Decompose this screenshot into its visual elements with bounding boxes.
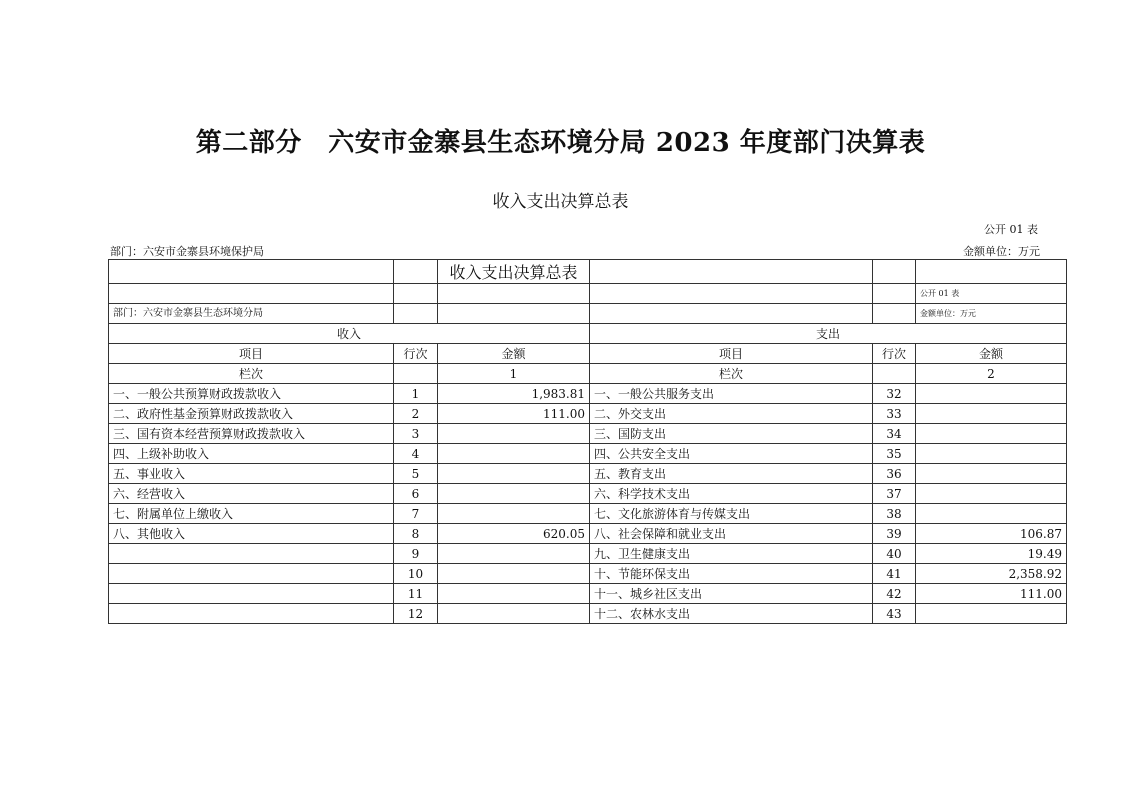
expense-item: 三、国防支出: [590, 424, 873, 444]
expense-amount: [916, 384, 1067, 404]
income-item: 四、上级补助收入: [109, 444, 394, 464]
income-line-no: 4: [394, 444, 438, 464]
table-row: [109, 584, 1067, 604]
income-item: [109, 544, 394, 564]
expense-item: 七、文化旅游体育与传媒支出: [590, 504, 873, 524]
table-row: [109, 504, 1067, 524]
expense-item: 二、外交支出: [590, 404, 873, 424]
table-row: [109, 384, 1067, 404]
expense-line-no: 36: [873, 464, 916, 484]
col-item-header-right: 项目: [590, 344, 873, 364]
expense-amount: [916, 444, 1067, 464]
income-amount: [438, 544, 590, 564]
expense-line-no: 39: [873, 524, 916, 544]
income-line-no: 12: [394, 604, 438, 624]
income-line-no: 6: [394, 484, 438, 504]
income-line-no: 11: [394, 584, 438, 604]
expense-amount: [916, 424, 1067, 444]
expense-line-no: 34: [873, 424, 916, 444]
expense-line-no: 38: [873, 504, 916, 524]
lanci-left: 栏次: [109, 364, 394, 384]
expense-line-no: 40: [873, 544, 916, 564]
lanci-left-num: 1: [438, 364, 590, 384]
table-row: [109, 484, 1067, 504]
income-item: 三、国有资本经营预算财政拨款收入: [109, 424, 394, 444]
expense-amount: [916, 604, 1067, 624]
income-amount: [438, 464, 590, 484]
inner-dept-row: [109, 304, 1067, 324]
expense-item: 十、节能环保支出: [590, 564, 873, 584]
expense-amount: 111.00: [916, 584, 1067, 604]
expense-amount: 106.87: [916, 524, 1067, 544]
expense-amount: [916, 464, 1067, 484]
table-row: [109, 464, 1067, 484]
expense-item: 一、一般公共服务支出: [590, 384, 873, 404]
income-item: [109, 564, 394, 584]
income-amount: 111.00: [438, 404, 590, 424]
income-amount: 620.05: [438, 524, 590, 544]
expense-item: 八、社会保障和就业支出: [590, 524, 873, 544]
table-code: 公开 01 表: [984, 223, 1038, 236]
income-line-no: 8: [394, 524, 438, 544]
inner-department: 部门：六安市金寨县生态环境分局: [109, 304, 394, 324]
table-row: [109, 404, 1067, 424]
expense-item: 九、卫生健康支出: [590, 544, 873, 564]
expense-line-no: 41: [873, 564, 916, 584]
table-row: [109, 424, 1067, 444]
income-line-no: 1: [394, 384, 438, 404]
income-amount: [438, 444, 590, 464]
col-amount-header-right: 金额: [916, 344, 1067, 364]
inner-code: 公开 01 表: [916, 284, 1067, 304]
table-row: [109, 564, 1067, 584]
income-line-no: 5: [394, 464, 438, 484]
income-line-no: 3: [394, 424, 438, 444]
income-item: [109, 604, 394, 624]
unit-label: 金额单位：万元: [963, 245, 1040, 258]
income-item: 一、一般公共预算财政拨款收入: [109, 384, 394, 404]
income-line-no: 9: [394, 544, 438, 564]
table-row: [109, 524, 1067, 544]
income-amount: [438, 584, 590, 604]
income-amount: 1,983.81: [438, 384, 590, 404]
income-amount: [438, 484, 590, 504]
budget-table: [108, 259, 1067, 624]
income-item: 八、其他收入: [109, 524, 394, 544]
inner-title: 收入支出决算总表: [438, 260, 590, 284]
col-item-header: 项目: [109, 344, 394, 364]
expense-line-no: 42: [873, 584, 916, 604]
income-item: [109, 584, 394, 604]
col-line-header-right: 行次: [873, 344, 916, 364]
income-amount: [438, 564, 590, 584]
income-header: 收入: [109, 324, 590, 344]
income-amount: [438, 604, 590, 624]
expense-amount: [916, 504, 1067, 524]
table-row: [109, 444, 1067, 464]
income-amount: [438, 424, 590, 444]
lanci-right-num: 2: [916, 364, 1067, 384]
income-item: 七、附属单位上缴收入: [109, 504, 394, 524]
expense-amount: 19.49: [916, 544, 1067, 564]
table-row: [109, 604, 1067, 624]
section-header-row: [109, 324, 1067, 344]
expense-item: 十二、农林水支出: [590, 604, 873, 624]
expense-item: 六、科学技术支出: [590, 484, 873, 504]
table-row: [109, 544, 1067, 564]
expense-item: 五、教育支出: [590, 464, 873, 484]
income-item: 二、政府性基金预算财政拨款收入: [109, 404, 394, 424]
inner-title-row: [109, 260, 1067, 284]
col-line-header: 行次: [394, 344, 438, 364]
expense-amount: [916, 484, 1067, 504]
inner-code-row: [109, 284, 1067, 304]
col-amount-header: 金额: [438, 344, 590, 364]
lanci-row: [109, 364, 1067, 384]
expense-line-no: 35: [873, 444, 916, 464]
expense-amount: 2,358.92: [916, 564, 1067, 584]
income-line-no: 2: [394, 404, 438, 424]
expense-line-no: 37: [873, 484, 916, 504]
expense-line-no: 33: [873, 404, 916, 424]
column-header-row: [109, 344, 1067, 364]
page-subtitle: 收入支出决算总表: [492, 192, 629, 212]
income-line-no: 10: [394, 564, 438, 584]
income-item: 六、经营收入: [109, 484, 394, 504]
page-title: 第二部分 六安市金寨县生态环境分局 2023 年度部门决算表: [195, 128, 926, 158]
department-label: 部门：六安市金寨县环境保护局: [110, 245, 264, 258]
expense-amount: [916, 404, 1067, 424]
expense-line-no: 32: [873, 384, 916, 404]
income-item: 五、事业收入: [109, 464, 394, 484]
income-line-no: 7: [394, 504, 438, 524]
lanci-right: 栏次: [590, 364, 873, 384]
expense-line-no: 43: [873, 604, 916, 624]
expense-item: 四、公共安全支出: [590, 444, 873, 464]
income-amount: [438, 504, 590, 524]
inner-unit: 金额单位：万元: [916, 304, 1067, 324]
expense-item: 十一、城乡社区支出: [590, 584, 873, 604]
expense-header: 支出: [590, 324, 1067, 344]
